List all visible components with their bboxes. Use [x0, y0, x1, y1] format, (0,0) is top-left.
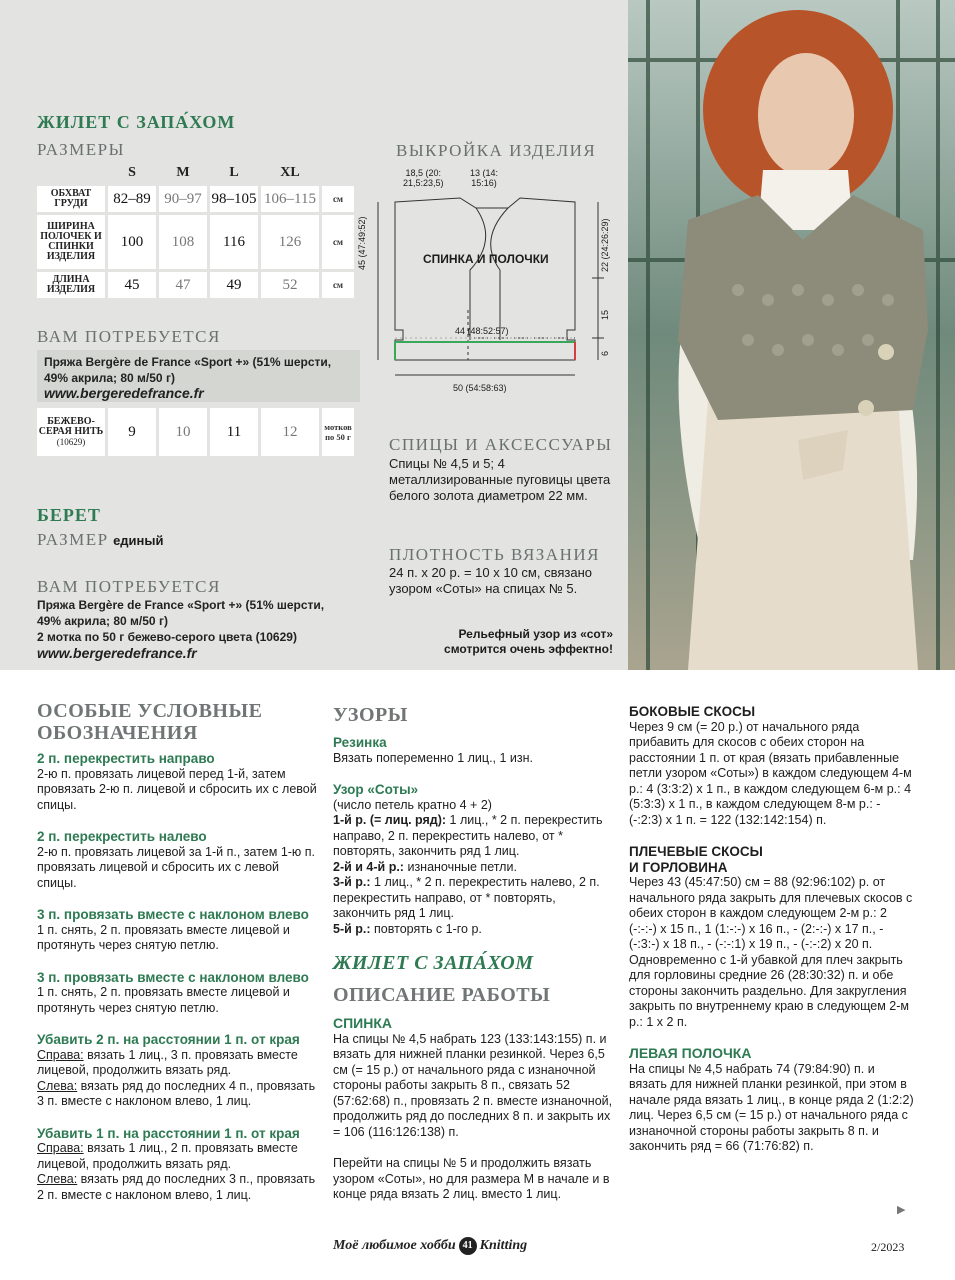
symbol-text: 2-ю п. провязать лицевой перед 1-й, затем провязать 2-ю п. лицевой и сбросить их с левой спицы.: [37, 766, 317, 812]
size-header: XL: [280, 165, 300, 180]
gauge-heading: ПЛОТНОСТЬ ВЯЗАНИЯ: [389, 545, 600, 564]
unit-cell: см: [322, 215, 354, 269]
rib-title: Резинка: [333, 735, 387, 750]
symbols-heading: [37, 700, 262, 744]
symbol-text: 1 п. снять, 2 п. провязать вместе лицевой и протянуть через снятую петлю.: [37, 922, 290, 952]
table-cell: 126: [261, 215, 319, 269]
table-cell: 82–89: [108, 186, 156, 212]
row-2-4: [333, 860, 613, 876]
photo-caption: [400, 627, 613, 657]
dim-text: 21,5:23,5): [403, 178, 444, 188]
row-label: ОБХВАТ ГРУДИ: [37, 186, 105, 212]
back-heading: СПИНКА: [333, 1015, 393, 1031]
color-name: БЕЖЕВО-СЕРАЯ НИТЬ: [38, 415, 104, 437]
symbols-heading-line: ОБОЗНАЧЕНИЯ: [37, 722, 198, 744]
rib-text: Вязать попеременно 1 лиц., 1 изн.: [333, 750, 533, 765]
beret-need-heading: ВАМ ПОТРЕБУЕТСЯ: [37, 577, 221, 596]
pattern-heading: ВЫКРОЙКА ИЗДЕЛИЯ: [396, 141, 597, 160]
left-front-heading: ЛЕВАЯ ПОЛОЧКА: [629, 1045, 752, 1061]
dec1-right: [37, 1141, 322, 1172]
row-1-text: 1 лиц., * 2 п. перекрестить направо, 2 п. перекрестить налево, от * повторять, закончить ряд 1 лиц.: [333, 813, 603, 858]
table-cell: 9: [108, 408, 156, 456]
dec2-left: [37, 1079, 322, 1110]
dim-bottom: 50 (54:58:63): [453, 383, 507, 393]
table-cell: 90–97: [159, 186, 207, 212]
dec2-left-label: Слева:: [37, 1078, 78, 1093]
row-5: [333, 922, 613, 938]
color-label: [37, 408, 105, 456]
footer-brand-left: Моё любимое хобби: [333, 1238, 456, 1253]
dec2-right-text: вязать 1 лиц., 3 п. провязать вместе лицевой, продолжить вязать ряд.: [37, 1047, 298, 1077]
table-cell: 11: [210, 408, 258, 456]
table-cell: 108: [159, 215, 207, 269]
row-3: [333, 875, 613, 922]
row-3-text: 1 лиц., * 2 п. перекрестить налево, 2 п. перекрестить направо, от * повторять, закончить ряд 1 лиц.: [333, 875, 600, 920]
table-cell: 10: [159, 408, 207, 456]
table-cell: 47: [159, 272, 207, 298]
symbol-text: 2-ю п. провязать лицевой за 1-й п., затем 1-ю п. провязать лицевой и сбросить их с левой спицы.: [37, 844, 316, 890]
beret-size-label: РАЗМЕР: [37, 530, 109, 549]
symbols-list: [37, 751, 322, 1203]
beret-link[interactable]: www.bergeredefrance.fr: [37, 645, 197, 661]
dim-text: 15:16): [471, 178, 497, 188]
dim-right-mid: 15: [600, 309, 610, 320]
symbols-heading-line: ОСОБЫЕ УСЛОВНЫЕ: [37, 700, 263, 722]
needles-text: Спицы № 4,5 и 5; 4 металлизированные пуговицы цвета белого золота диаметром 22 мм.: [389, 456, 611, 503]
row-1: [333, 813, 613, 860]
row-2-4-label: 2-й и 4-й р.:: [333, 859, 404, 874]
table-cell: 49: [210, 272, 258, 298]
size-header: L: [229, 165, 239, 180]
dim-inner: 44 (48:52:57): [455, 326, 509, 336]
row-5-text: повторять с 1-го р.: [370, 921, 482, 936]
vest-title: ЖИЛЕТ С ЗАПА́ХОМ: [37, 112, 236, 132]
color-code: (10629): [56, 436, 86, 447]
row-label: ДЛИНА ИЗДЕЛИЯ: [37, 272, 105, 298]
row-3-label: 3-й р.:: [333, 875, 371, 889]
gauge-text: 24 п. х 20 р. = 10 х 10 см, связано узором «Соты» на спицах № 5.: [389, 565, 592, 596]
table-cell: 116: [210, 215, 258, 269]
unit-cell: см: [322, 272, 354, 298]
row-5-label: 5-й р.:: [333, 921, 371, 936]
back-text: Перейти на спицы № 5 и продолжить вязать узором «Соты», но для размера M в начале и в конце ряда вязать 2 лиц. вместо 1 лиц.: [333, 1156, 610, 1201]
dec1-left-label: Слева:: [37, 1172, 78, 1186]
size-header: M: [176, 165, 190, 180]
dec2-title: Убавить 2 п. на расстоянии 1 п. от края: [37, 1032, 300, 1047]
beret-size: [37, 530, 163, 550]
table-cell: 98–105: [210, 186, 258, 212]
back-section: [333, 1016, 613, 1203]
dec1-right-label: Справа:: [37, 1141, 84, 1155]
honey-title: Узор «Соты»: [333, 782, 419, 797]
dim-text: 13 (14:: [470, 168, 499, 178]
caption-line: смотрится очень эффектно!: [444, 642, 613, 656]
dec1-left: [37, 1172, 322, 1203]
dim-shoulder: [403, 168, 444, 188]
caption-line: Рельефный узор из «сот»: [458, 627, 613, 641]
beret-yarn: [37, 597, 324, 661]
beret-yarn-line: Пряжа Bergère de France «Sport +» (51% шерсти,: [37, 598, 325, 612]
pattern-diagram: [360, 190, 622, 400]
row-2-4-text: изнаночные петли.: [403, 859, 517, 874]
size-table: [34, 160, 357, 301]
side-text: Через 9 см (= 20 р.) от начального ряда прибавить для скосов с обеих сторон на расстоянии 1 п. от края (вязать прибавленные петли узором «Соты») в каждом следующем 4-м р.: 4 (3:3:2) х 1 п., в каждом следующем 6-м р.: 4 (5:3:3) х 1 п., в каждом следующем 8-м р.: - (-:2:3) х 1 п. = 122 (132:142:154) п.: [629, 719, 912, 827]
model-photo: [628, 0, 955, 670]
patterns-section: [333, 735, 613, 937]
left-front-text: На спицы № 4,5 набрать 74 (79:84:90) п. и вязать для нижней планки резинкой, при этом в начале ряда вязать 1 лиц., в конце ряда 2 (1:2:2) лиц. Через 6,5 см (= 15 р.) от начального ряда с изнаночной стороны работы закрыть 8 п. и закончить ряд = 66 (71:76:82) п.: [629, 1061, 914, 1153]
shoulder-text: Через 43 (45:47:50) см = 88 (92:96:102) р. от начального ряда закрыть для плечевых скосов с обеих сторон в каждом следующем 2-м р.: 2 (-:-:-) х 15 п., 1 (1:-:-) х 16 п., - (2:-:-) х 17 п., - (-:3:-) х 18 п., - (-:-:1) х 19 п., - (-:-:2) х 20 п.: [629, 875, 913, 951]
dim-right-bot: 6: [600, 350, 610, 356]
dim-right-top: 22 (24:26:29): [600, 218, 610, 272]
symbol-text: 1 п. снять, 2 п. провязать вместе лицевой и протянуть через снятую петлю.: [37, 985, 290, 1015]
table-cell: 52: [261, 272, 319, 298]
diagram-label: СПИНКА И ПОЛОЧКИ: [423, 252, 549, 266]
symbol-title: 3 п. провязать вместе с наклоном влево: [37, 969, 309, 985]
size-header: S: [128, 165, 136, 180]
table-cell: 45: [108, 272, 156, 298]
beret-yarn-line: 49% акрила; 80 м/50 г): [37, 614, 168, 628]
symbol-title: 3 п. провязать вместе с наклоном влево: [37, 907, 309, 922]
dim-left: 45 (47:49:52): [357, 216, 367, 270]
side-heading: БОКОВЫЕ СКОСЫ: [629, 704, 756, 719]
needles-heading: СПИЦЫ И АКСЕССУАРЫ: [389, 435, 613, 454]
honey-intro: (число петель кратно 4 + 2): [333, 797, 492, 812]
symbol-title: 2 п. перекрестить налево: [37, 829, 207, 844]
next-arrow-icon: ▶: [897, 1204, 906, 1216]
table-cell: 12: [261, 408, 319, 456]
dec2-right: [37, 1048, 322, 1079]
photo-illustration: [628, 0, 955, 670]
table-cell: 106–115: [261, 186, 319, 212]
dim-neck: [470, 168, 498, 188]
dim-text: 18,5 (20:: [405, 168, 442, 178]
patterns-heading: УЗОРЫ: [333, 704, 408, 726]
back-text: На спицы № 4,5 набрать 123 (133:143:155) п. и вязать для нижней планки резинкой. Через 6,5 см (= 15 р.) от начального ряда с изнаночной стороны работы закрыть 8 п., связать 52 (57:62:68) п., провязать 2 п. вместе изнаночной, продолжить ряд до последних 8 п. и закрыть их = 106 (116:126:138) п.: [333, 1031, 613, 1139]
beret-title: БЕРЕТ: [37, 505, 101, 525]
beret-size-value: единый: [113, 533, 164, 548]
yarn-text: Пряжа Bergère de France «Sport +» (51% шерсти, 49% акрила; 80 м/50 г): [44, 355, 332, 385]
shoulder-text: Одновременно с 1-й убавкой для плеч закрыть для горловины средние 26 (28:30:32) п. и обе стороны закончить раздельно. Для закругления закрыть по внутреннему краю в следующем 2-м р.: 1 х 2 п.: [629, 952, 909, 1029]
symbol-title: 2 п. перекрестить направо: [37, 751, 215, 766]
work-title: ЖИЛЕТ С ЗАПА́ХОМ: [333, 952, 534, 974]
unit-cell: мотков по 50 г: [322, 408, 354, 456]
footer-brand-right: Knitting: [479, 1238, 528, 1253]
yarn-link[interactable]: www.bergeredefrance.fr: [44, 385, 204, 401]
page-number: 41: [459, 1237, 477, 1255]
row-label: ШИРИНА ПОЛОЧЕК И СПИНКИ ИЗДЕЛИЯ: [37, 215, 105, 269]
sizes-heading: РАЗМЕРЫ: [37, 140, 125, 159]
dec1-left-text: вязать ряд до последних 3 п., провязать 2 п. вместе с наклоном влево, 1 лиц.: [37, 1172, 316, 1202]
color-table: [34, 405, 357, 459]
unit-cell: см: [322, 186, 354, 212]
dec1-right-text: вязать 1 лиц., 2 п. провязать вместе лицевой, продолжить вязать ряд.: [37, 1141, 298, 1171]
issue-number: 2/2023: [871, 1240, 905, 1254]
shoulder-heading: И ГОРЛОВИНА: [629, 859, 728, 875]
dec1-title: Убавить 1 п. на расстоянии 1 п. от края: [37, 1125, 300, 1141]
need-heading: ВАМ ПОТРЕБУЕТСЯ: [37, 327, 221, 346]
dec2-right-label: Справа:: [37, 1047, 84, 1062]
work-subtitle: ОПИСАНИЕ РАБОТЫ: [333, 984, 551, 1006]
shoulder-heading: ПЛЕЧЕВЫЕ СКОСЫ: [629, 844, 763, 859]
right-column: [629, 704, 914, 1155]
row-1-label: 1-й р. (= лиц. ряд):: [333, 813, 447, 827]
dec2-left-text: вязать ряд до последних 4 п., провязать 3 п. вместе с наклоном влево, 1 лиц.: [37, 1078, 316, 1108]
table-cell: 100: [108, 215, 156, 269]
beret-yarn-line: 2 мотка по 50 г бежево-серого цвета (10629): [37, 630, 297, 644]
footer-brand: [333, 1237, 527, 1255]
